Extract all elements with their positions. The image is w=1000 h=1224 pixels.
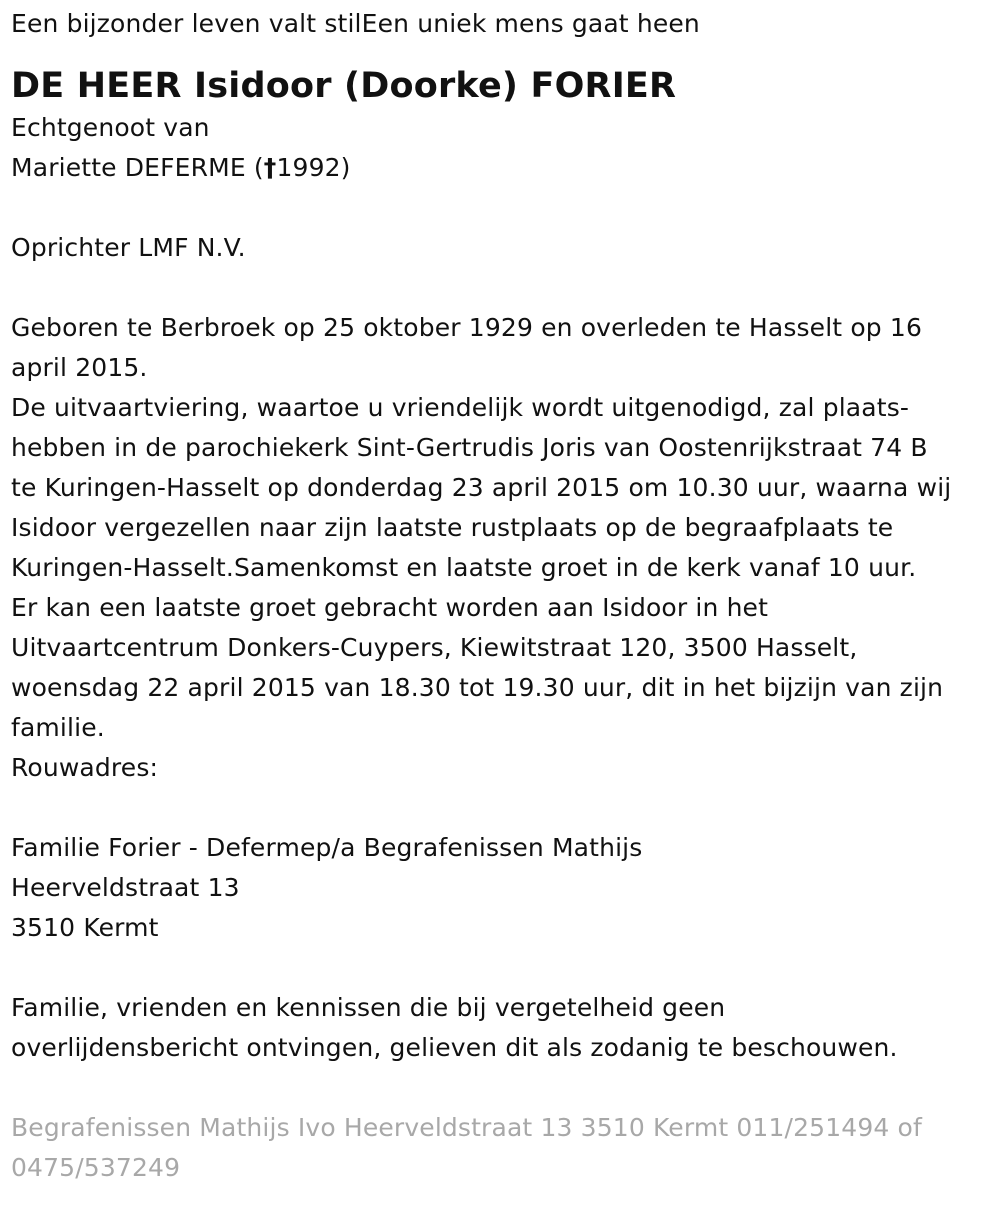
- spacer: [11, 1068, 990, 1108]
- spouse-line: [11, 148, 990, 188]
- address-line: 3510 Kermt: [11, 913, 159, 942]
- address-line: Familie Forier - Defermep/a Begrafenissen Mathijs: [11, 833, 643, 862]
- body-line: Kuringen-Hasselt.Samenkomst en laatste groet in de kerk vanaf 10 uur.: [11, 553, 917, 582]
- tagline: Een bijzonder leven valt stilEen uniek mens gaat heen: [11, 9, 700, 38]
- footer-line: 0475/537249: [11, 1153, 181, 1182]
- body-line: te Kuringen-Hasselt op donderdag 23 april 2015 om 10.30 uur, waarna wij: [11, 473, 952, 502]
- body-line: hebben in de parochiekerk Sint-Gertrudis Joris van Oostenrijkstraat 74 B: [11, 433, 928, 462]
- funeral-home-footer: [11, 1108, 990, 1188]
- spacer: [11, 948, 990, 988]
- address-line: Heerveldstraat 13: [11, 873, 240, 902]
- spacer: [11, 268, 990, 308]
- spouse-label: Echtgenoot van: [11, 113, 210, 142]
- deceased-name: DE HEER Isidoor (Doorke) FORIER: [11, 66, 677, 106]
- body-line: Rouwadres:: [11, 753, 159, 782]
- footer-line: Begrafenissen Mathijs Ivo Heerveldstraat 13 3510 Kermt 011/251494 of: [11, 1113, 922, 1142]
- notice: [11, 988, 990, 1068]
- body-line: Uitvaartcentrum Donkers-Cuypers, Kiewitstraat 120, 3500 Hasselt,: [11, 633, 858, 662]
- body-line: april 2015.: [11, 353, 148, 382]
- body-line: Isidoor vergezellen naar zijn laatste rustplaats op de begraafplaats te: [11, 513, 894, 542]
- body-line: familie.: [11, 713, 105, 742]
- spacer: [11, 188, 990, 228]
- cross-icon: †: [263, 153, 277, 182]
- spouse-name: Mariette DEFERME (: [11, 153, 264, 182]
- body-text: [11, 308, 990, 788]
- spacer: [11, 788, 990, 828]
- body-line: woensdag 22 april 2015 van 18.30 tot 19.30 uur, dit in het bijzijn van zijn: [11, 673, 944, 702]
- mourning-address: [11, 828, 990, 948]
- notice-line: overlijdensbericht ontvingen, gelieven dit als zodanig te beschouwen.: [11, 1033, 898, 1062]
- notice-line: Familie, vrienden en kennissen die bij vergetelheid geen: [11, 993, 726, 1022]
- spouse-year: 1992): [276, 153, 351, 182]
- role-line: Oprichter LMF N.V.: [11, 233, 246, 262]
- body-line: Er kan een laatste groet gebracht worden aan Isidoor in het: [11, 593, 769, 622]
- body-line: Geboren te Berbroek op 25 oktober 1929 en overleden te Hasselt op 16: [11, 313, 923, 342]
- body-line: De uitvaartviering, waartoe u vriendelijk wordt uitgenodigd, zal plaats-: [11, 393, 910, 422]
